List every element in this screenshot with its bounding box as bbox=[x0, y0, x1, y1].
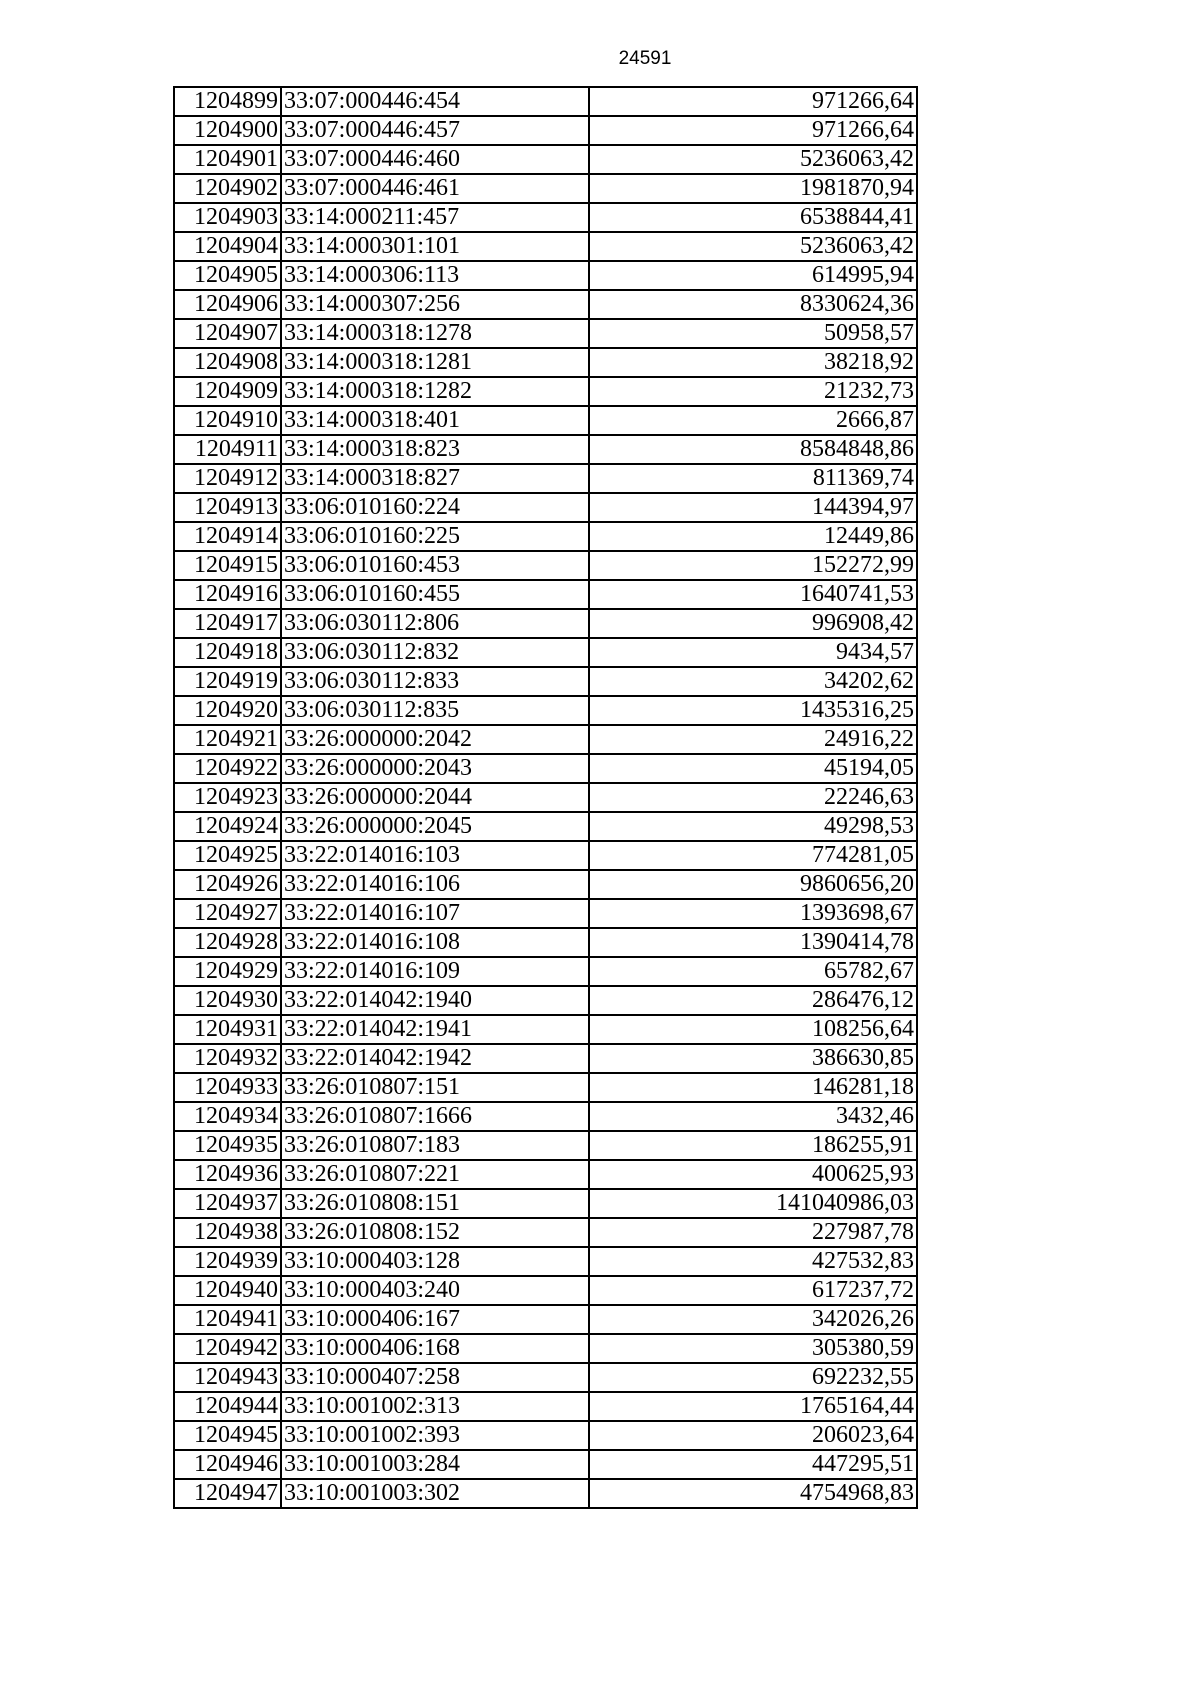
cadastral-number-cell: 33:10:001002:313 bbox=[281, 1392, 589, 1421]
cadastral-value-cell: 692232,55 bbox=[589, 1363, 917, 1392]
row-id-cell: 1204941 bbox=[174, 1305, 281, 1334]
table-row bbox=[174, 1073, 917, 1102]
row-id-cell: 1204929 bbox=[174, 957, 281, 986]
cadastral-number-cell: 33:22:014016:103 bbox=[281, 841, 589, 870]
table-row bbox=[174, 899, 917, 928]
table-row bbox=[174, 667, 917, 696]
cadastral-number-cell: 33:14:000318:1282 bbox=[281, 377, 589, 406]
table-row bbox=[174, 1015, 917, 1044]
row-id-cell: 1204902 bbox=[174, 174, 281, 203]
cadastral-value-cell: 1765164,44 bbox=[589, 1392, 917, 1421]
row-id-cell: 1204944 bbox=[174, 1392, 281, 1421]
table-row bbox=[174, 174, 917, 203]
cadastral-value-cell: 386630,85 bbox=[589, 1044, 917, 1073]
cadastral-value-cell: 342026,26 bbox=[589, 1305, 917, 1334]
row-id-cell: 1204909 bbox=[174, 377, 281, 406]
cadastral-number-cell: 33:10:000406:167 bbox=[281, 1305, 589, 1334]
row-id-cell: 1204916 bbox=[174, 580, 281, 609]
cadastral-value-cell: 2666,87 bbox=[589, 406, 917, 435]
cadastral-number-cell: 33:10:000407:258 bbox=[281, 1363, 589, 1392]
cadastral-number-cell: 33:22:014042:1942 bbox=[281, 1044, 589, 1073]
cadastral-value-cell: 971266,64 bbox=[589, 116, 917, 145]
cadastral-value-cell: 9860656,20 bbox=[589, 870, 917, 899]
row-id-cell: 1204925 bbox=[174, 841, 281, 870]
table-row bbox=[174, 696, 917, 725]
table-row bbox=[174, 493, 917, 522]
row-id-cell: 1204907 bbox=[174, 319, 281, 348]
row-id-cell: 1204918 bbox=[174, 638, 281, 667]
row-id-cell: 1204939 bbox=[174, 1247, 281, 1276]
row-id-cell: 1204900 bbox=[174, 116, 281, 145]
cadastral-number-cell: 33:06:030112:832 bbox=[281, 638, 589, 667]
cadastral-value-cell: 5236063,42 bbox=[589, 232, 917, 261]
table-row bbox=[174, 1363, 917, 1392]
cadastral-value-cell: 9434,57 bbox=[589, 638, 917, 667]
table-row bbox=[174, 1189, 917, 1218]
row-id-cell: 1204914 bbox=[174, 522, 281, 551]
cadastral-value-cell: 3432,46 bbox=[589, 1102, 917, 1131]
cadastral-number-cell: 33:26:010807:1666 bbox=[281, 1102, 589, 1131]
table-row bbox=[174, 638, 917, 667]
cadastral-number-cell: 33:26:000000:2042 bbox=[281, 725, 589, 754]
cadastral-number-cell: 33:26:010807:221 bbox=[281, 1160, 589, 1189]
cadastral-value-cell: 400625,93 bbox=[589, 1160, 917, 1189]
cadastral-number-cell: 33:26:000000:2043 bbox=[281, 754, 589, 783]
cadastral-number-cell: 33:06:030112:835 bbox=[281, 696, 589, 725]
table-row bbox=[174, 348, 917, 377]
cadastral-number-cell: 33:22:014016:108 bbox=[281, 928, 589, 957]
table-row bbox=[174, 812, 917, 841]
row-id-cell: 1204899 bbox=[174, 87, 281, 116]
row-id-cell: 1204932 bbox=[174, 1044, 281, 1073]
row-id-cell: 1204945 bbox=[174, 1421, 281, 1450]
cadastral-value-cell: 427532,83 bbox=[589, 1247, 917, 1276]
row-id-cell: 1204905 bbox=[174, 261, 281, 290]
table-row bbox=[174, 522, 917, 551]
table-row bbox=[174, 435, 917, 464]
cadastral-number-cell: 33:14:000318:401 bbox=[281, 406, 589, 435]
cadastral-value-cell: 34202,62 bbox=[589, 667, 917, 696]
table-row bbox=[174, 464, 917, 493]
cadastral-number-cell: 33:06:010160:455 bbox=[281, 580, 589, 609]
row-id-cell: 1204913 bbox=[174, 493, 281, 522]
table-row bbox=[174, 580, 917, 609]
table-row bbox=[174, 1276, 917, 1305]
row-id-cell: 1204926 bbox=[174, 870, 281, 899]
table-row bbox=[174, 1160, 917, 1189]
cadastral-number-cell: 33:22:014042:1941 bbox=[281, 1015, 589, 1044]
page-number: 24591 bbox=[618, 48, 672, 69]
row-id-cell: 1204912 bbox=[174, 464, 281, 493]
row-id-cell: 1204930 bbox=[174, 986, 281, 1015]
cadastral-number-cell: 33:10:001003:284 bbox=[281, 1450, 589, 1479]
cadastral-number-cell: 33:14:000306:113 bbox=[281, 261, 589, 290]
cadastral-number-cell: 33:07:000446:460 bbox=[281, 145, 589, 174]
cadastral-number-cell: 33:07:000446:457 bbox=[281, 116, 589, 145]
cadastral-value-table bbox=[173, 86, 918, 1509]
cadastral-number-cell: 33:26:010808:152 bbox=[281, 1218, 589, 1247]
cadastral-number-cell: 33:26:010807:183 bbox=[281, 1131, 589, 1160]
table-row bbox=[174, 1334, 917, 1363]
cadastral-value-cell: 12449,86 bbox=[589, 522, 917, 551]
cadastral-value-cell: 152272,99 bbox=[589, 551, 917, 580]
table-row bbox=[174, 290, 917, 319]
cadastral-number-cell: 33:14:000318:823 bbox=[281, 435, 589, 464]
table-row bbox=[174, 1102, 917, 1131]
row-id-cell: 1204920 bbox=[174, 696, 281, 725]
row-id-cell: 1204919 bbox=[174, 667, 281, 696]
table-row bbox=[174, 87, 917, 116]
cadastral-value-cell: 971266,64 bbox=[589, 87, 917, 116]
table-row bbox=[174, 1450, 917, 1479]
cadastral-number-cell: 33:06:010160:225 bbox=[281, 522, 589, 551]
table-row bbox=[174, 232, 917, 261]
cadastral-value-cell: 141040986,03 bbox=[589, 1189, 917, 1218]
row-id-cell: 1204911 bbox=[174, 435, 281, 464]
cadastral-number-cell: 33:22:014016:107 bbox=[281, 899, 589, 928]
row-id-cell: 1204903 bbox=[174, 203, 281, 232]
row-id-cell: 1204947 bbox=[174, 1479, 281, 1508]
cadastral-value-cell: 144394,97 bbox=[589, 493, 917, 522]
table-row bbox=[174, 1218, 917, 1247]
row-id-cell: 1204936 bbox=[174, 1160, 281, 1189]
table-row bbox=[174, 116, 917, 145]
cadastral-value-cell: 1640741,53 bbox=[589, 580, 917, 609]
cadastral-number-cell: 33:14:000301:101 bbox=[281, 232, 589, 261]
cadastral-value-cell: 8584848,86 bbox=[589, 435, 917, 464]
row-id-cell: 1204924 bbox=[174, 812, 281, 841]
cadastral-value-cell: 286476,12 bbox=[589, 986, 917, 1015]
cadastral-number-cell: 33:10:000406:168 bbox=[281, 1334, 589, 1363]
row-id-cell: 1204917 bbox=[174, 609, 281, 638]
table-row bbox=[174, 406, 917, 435]
cadastral-value-cell: 774281,05 bbox=[589, 841, 917, 870]
row-id-cell: 1204931 bbox=[174, 1015, 281, 1044]
cadastral-value-cell: 1393698,67 bbox=[589, 899, 917, 928]
cadastral-value-cell: 6538844,41 bbox=[589, 203, 917, 232]
cadastral-value-cell: 447295,51 bbox=[589, 1450, 917, 1479]
row-id-cell: 1204923 bbox=[174, 783, 281, 812]
row-id-cell: 1204942 bbox=[174, 1334, 281, 1363]
row-id-cell: 1204933 bbox=[174, 1073, 281, 1102]
table-body bbox=[174, 87, 917, 1508]
row-id-cell: 1204910 bbox=[174, 406, 281, 435]
cadastral-number-cell: 33:14:000307:256 bbox=[281, 290, 589, 319]
cadastral-number-cell: 33:14:000211:457 bbox=[281, 203, 589, 232]
row-id-cell: 1204937 bbox=[174, 1189, 281, 1218]
table-row bbox=[174, 319, 917, 348]
cadastral-number-cell: 33:26:000000:2045 bbox=[281, 812, 589, 841]
cadastral-value-cell: 227987,78 bbox=[589, 1218, 917, 1247]
row-id-cell: 1204922 bbox=[174, 754, 281, 783]
cadastral-number-cell: 33:06:010160:224 bbox=[281, 493, 589, 522]
row-id-cell: 1204906 bbox=[174, 290, 281, 319]
cadastral-value-cell: 45194,05 bbox=[589, 754, 917, 783]
cadastral-number-cell: 33:10:001002:393 bbox=[281, 1421, 589, 1450]
cadastral-value-cell: 4754968,83 bbox=[589, 1479, 917, 1508]
table-row bbox=[174, 841, 917, 870]
table-row bbox=[174, 203, 917, 232]
table-row bbox=[174, 1044, 917, 1073]
cadastral-value-cell: 811369,74 bbox=[589, 464, 917, 493]
cadastral-number-cell: 33:06:030112:806 bbox=[281, 609, 589, 638]
cadastral-value-cell: 186255,91 bbox=[589, 1131, 917, 1160]
cadastral-number-cell: 33:22:014016:106 bbox=[281, 870, 589, 899]
cadastral-value-cell: 1435316,25 bbox=[589, 696, 917, 725]
cadastral-value-cell: 21232,73 bbox=[589, 377, 917, 406]
cadastral-value-cell: 38218,92 bbox=[589, 348, 917, 377]
row-id-cell: 1204908 bbox=[174, 348, 281, 377]
row-id-cell: 1204940 bbox=[174, 1276, 281, 1305]
row-id-cell: 1204904 bbox=[174, 232, 281, 261]
row-id-cell: 1204921 bbox=[174, 725, 281, 754]
cadastral-value-cell: 206023,64 bbox=[589, 1421, 917, 1450]
row-id-cell: 1204901 bbox=[174, 145, 281, 174]
cadastral-number-cell: 33:22:014016:109 bbox=[281, 957, 589, 986]
cadastral-number-cell: 33:14:000318:827 bbox=[281, 464, 589, 493]
cadastral-value-cell: 146281,18 bbox=[589, 1073, 917, 1102]
cadastral-number-cell: 33:07:000446:461 bbox=[281, 174, 589, 203]
cadastral-value-cell: 5236063,42 bbox=[589, 145, 917, 174]
row-id-cell: 1204934 bbox=[174, 1102, 281, 1131]
cadastral-value-cell: 614995,94 bbox=[589, 261, 917, 290]
table-row bbox=[174, 754, 917, 783]
cadastral-number-cell: 33:14:000318:1281 bbox=[281, 348, 589, 377]
table-row bbox=[174, 609, 917, 638]
cadastral-value-cell: 996908,42 bbox=[589, 609, 917, 638]
table-row bbox=[174, 1479, 917, 1508]
cadastral-value-cell: 49298,53 bbox=[589, 812, 917, 841]
cadastral-number-cell: 33:26:010807:151 bbox=[281, 1073, 589, 1102]
row-id-cell: 1204928 bbox=[174, 928, 281, 957]
row-id-cell: 1204935 bbox=[174, 1131, 281, 1160]
table-row bbox=[174, 261, 917, 290]
row-id-cell: 1204938 bbox=[174, 1218, 281, 1247]
cadastral-number-cell: 33:10:000403:240 bbox=[281, 1276, 589, 1305]
cadastral-value-cell: 65782,67 bbox=[589, 957, 917, 986]
cadastral-number-cell: 33:06:010160:453 bbox=[281, 551, 589, 580]
cadastral-value-cell: 50958,57 bbox=[589, 319, 917, 348]
table-row bbox=[174, 377, 917, 406]
cadastral-value-cell: 24916,22 bbox=[589, 725, 917, 754]
row-id-cell: 1204946 bbox=[174, 1450, 281, 1479]
row-id-cell: 1204915 bbox=[174, 551, 281, 580]
table-row bbox=[174, 1392, 917, 1421]
cadastral-number-cell: 33:10:001003:302 bbox=[281, 1479, 589, 1508]
table-row bbox=[174, 1421, 917, 1450]
row-id-cell: 1204927 bbox=[174, 899, 281, 928]
cadastral-number-cell: 33:14:000318:1278 bbox=[281, 319, 589, 348]
cadastral-number-cell: 33:26:010808:151 bbox=[281, 1189, 589, 1218]
row-id-cell: 1204943 bbox=[174, 1363, 281, 1392]
cadastral-value-cell: 1981870,94 bbox=[589, 174, 917, 203]
table-row bbox=[174, 783, 917, 812]
table-row bbox=[174, 928, 917, 957]
cadastral-value-cell: 617237,72 bbox=[589, 1276, 917, 1305]
cadastral-number-cell: 33:07:000446:454 bbox=[281, 87, 589, 116]
cadastral-value-cell: 1390414,78 bbox=[589, 928, 917, 957]
table-row bbox=[174, 986, 917, 1015]
table-row bbox=[174, 551, 917, 580]
cadastral-value-cell: 108256,64 bbox=[589, 1015, 917, 1044]
cadastral-number-cell: 33:06:030112:833 bbox=[281, 667, 589, 696]
cadastral-value-cell: 305380,59 bbox=[589, 1334, 917, 1363]
cadastral-value-cell: 22246,63 bbox=[589, 783, 917, 812]
table-row bbox=[174, 145, 917, 174]
table-row bbox=[174, 725, 917, 754]
table-row bbox=[174, 1247, 917, 1276]
table-row bbox=[174, 957, 917, 986]
cadastral-number-cell: 33:22:014042:1940 bbox=[281, 986, 589, 1015]
cadastral-number-cell: 33:10:000403:128 bbox=[281, 1247, 589, 1276]
cadastral-value-cell: 8330624,36 bbox=[589, 290, 917, 319]
table-row bbox=[174, 1305, 917, 1334]
cadastral-number-cell: 33:26:000000:2044 bbox=[281, 783, 589, 812]
table-row bbox=[174, 1131, 917, 1160]
table-row bbox=[174, 870, 917, 899]
